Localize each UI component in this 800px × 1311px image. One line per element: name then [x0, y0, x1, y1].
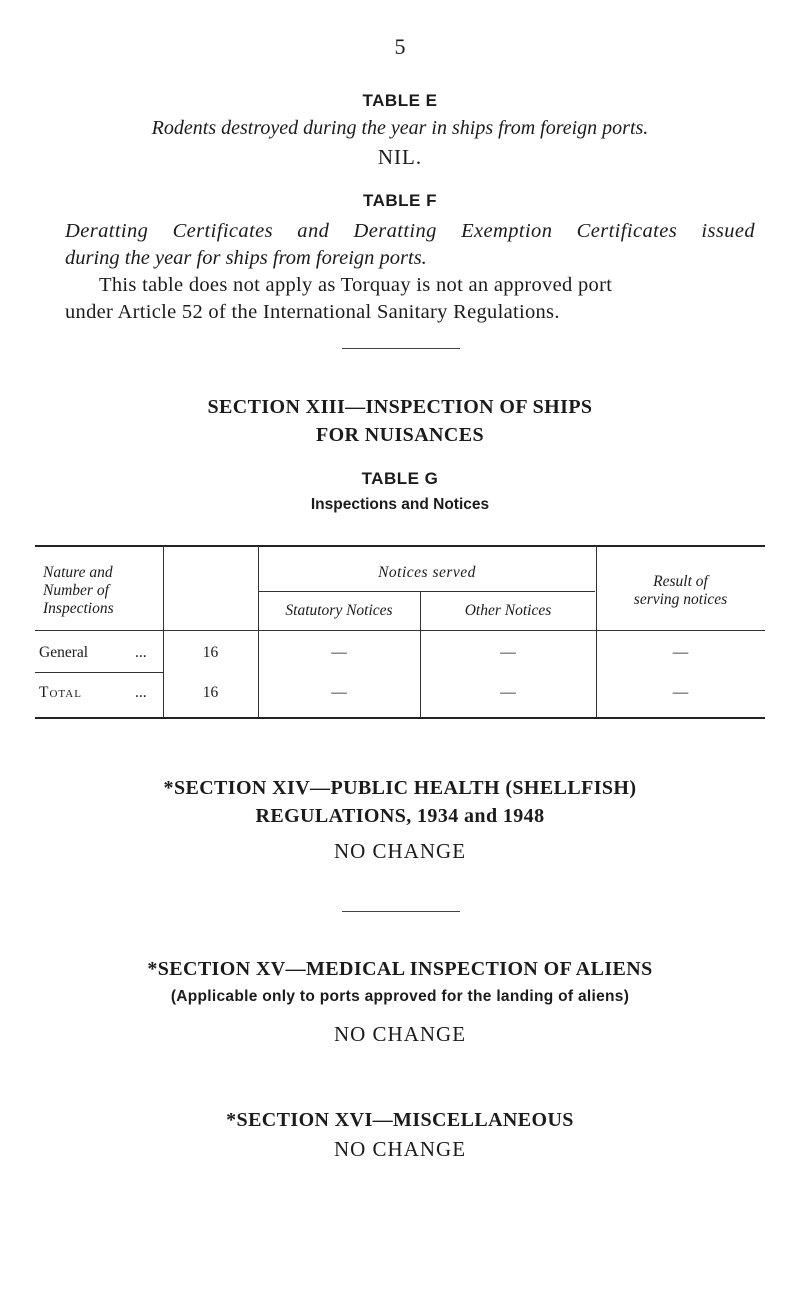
- table-header-rule: [35, 630, 765, 631]
- table-f-note-line2: under Article 52 of the International Sanitary Regulations.: [65, 301, 560, 323]
- row-general-dots: ...: [135, 644, 147, 661]
- table-f-heading: TABLE F: [362, 191, 437, 210]
- row-total-dots: ...: [135, 684, 147, 701]
- row-general-number: 16: [202, 644, 219, 661]
- table-f-note-line1: This table does not apply as Torquay is not an approved port: [99, 274, 613, 296]
- section-xiii-title: [0, 393, 800, 449]
- table-f-subtitle-line1: Deratting Certificates and Deratting Exemption Certificates issued: [65, 220, 755, 242]
- table-g-heading: TABLE G: [361, 469, 439, 488]
- table-subheader-rule: [258, 591, 595, 592]
- table-f-note: [65, 272, 755, 326]
- table-e-subtitle: Rodents destroyed during the year in ships from foreign ports.: [151, 117, 649, 139]
- section-xv-title: *SECTION XV—MEDICAL INSPECTION OF ALIENS: [147, 958, 653, 980]
- divider: [342, 348, 460, 349]
- col-header-statutory: Statutory Notices: [285, 602, 393, 619]
- page-number: 5: [394, 34, 406, 59]
- col-header-other: Other Notices: [464, 602, 552, 619]
- col-header-nature: [43, 564, 161, 618]
- section-xiv-title: [0, 774, 800, 830]
- section-xvi-title: *SECTION XVI—MISCELLANEOUS: [226, 1109, 574, 1131]
- row-general-statutory: —: [331, 644, 347, 661]
- row-total-label: Total: [39, 684, 82, 701]
- divider: [342, 911, 460, 912]
- row-general-other: —: [500, 644, 516, 661]
- section-xvi-status: NO CHANGE: [333, 1137, 467, 1161]
- table-e-heading: TABLE E: [362, 91, 438, 110]
- table-e-value: NIL.: [377, 145, 423, 169]
- table-row-rule: [35, 672, 163, 673]
- col-header-result: [596, 573, 765, 609]
- table-g-subtitle: Inspections and Notices: [310, 496, 490, 513]
- col-header-nature-line1: Nature and: [43, 564, 113, 581]
- col-header-result-line2: serving notices: [633, 591, 728, 608]
- section-xiii-title-line1: SECTION XIII—INSPECTION OF SHIPS: [207, 396, 593, 418]
- table-top-rule: [35, 545, 765, 547]
- table-g: [35, 545, 765, 720]
- table-f-subtitle: [65, 218, 755, 272]
- section-xiv-status: NO CHANGE: [333, 839, 467, 863]
- section-xiii-title-line2: FOR NUISANCES: [315, 424, 484, 446]
- row-general-result: —: [672, 644, 689, 661]
- row-total-statutory: —: [331, 684, 347, 701]
- col-header-nature-line3: Inspections: [43, 600, 114, 617]
- section-xv-status: NO CHANGE: [333, 1022, 467, 1046]
- col-header-nature-line2: Number of: [43, 582, 109, 599]
- section-xiv-title-line2: REGULATIONS, 1934 and 1948: [255, 805, 545, 827]
- col-header-result-line1: Result of: [653, 573, 708, 590]
- table-bottom-rule: [35, 717, 765, 719]
- row-total-other: —: [500, 684, 516, 701]
- table-f-subtitle-line2: during the year for ships from foreign ports.: [65, 247, 427, 269]
- row-total-result: —: [672, 684, 689, 701]
- section-xiv-title-line1: *SECTION XIV—PUBLIC HEALTH (SHELLFISH): [163, 777, 637, 799]
- section-xv-subtitle: (Applicable only to ports approved for the landing of aliens): [170, 988, 630, 1005]
- col-header-notices-served: Notices served: [378, 564, 476, 581]
- row-total-number: 16: [202, 684, 219, 701]
- row-general-label: General: [39, 644, 89, 661]
